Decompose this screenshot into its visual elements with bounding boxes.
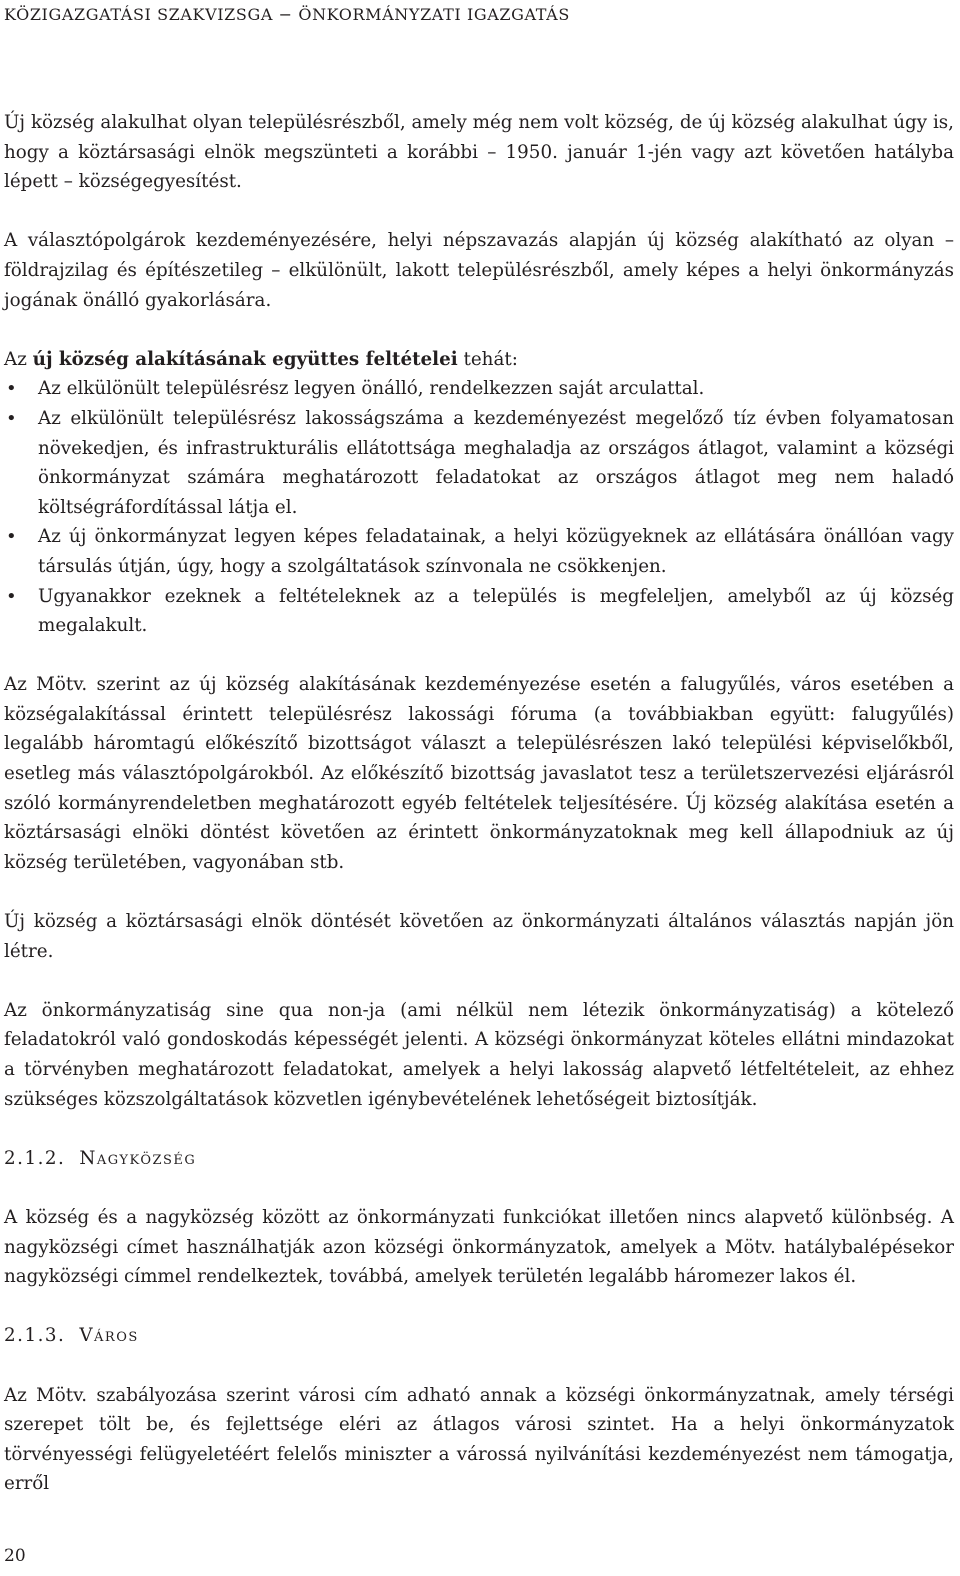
section-title: Nagyközség: [79, 1147, 197, 1169]
paragraph-motv-preparatory-committee: Az Mötv. szerint az új község alakításának kezdeményezése esetén a falugyűlés, város esetében a községalakítással érintett településrész lakossági fóruma (a továbbiakban együtt: falugyűlés) legalább háromtagú előkészítő bizottságot választ a településrészen lakó települési képviselőkből, esetleg más választópolgárokból. Az előkészítő bizottság javaslatot tesz a területszervezési eljárásról szóló kormányrendeletben meghatározott egyéb feltételek teljesítésére. Új község alakítása esetén a köztársasági elnöki döntést követően az érintett önkormányzatoknak meg kell állapodniuk az új község területében, vagyonában stb.: [4, 674, 954, 873]
section-title: Város: [79, 1325, 139, 1347]
bullet-icon: •: [6, 407, 17, 429]
section-heading-varos: [4, 1321, 954, 1351]
page-content: [4, 108, 954, 1499]
paragraph-varos: Az Mötv. szabályozása szerint városi cím adható annak a községi önkormányzatnak, amely térségi szerepet tölt be, és fejlettsége eléri az átlagos városi szintet. Ha a helyi önkormányzatok törvényességi felügyeletéért felelős miniszter a várossá nyilvánítási kezdeményezést nem támogatja, erről: [4, 1384, 954, 1495]
list-item: [4, 582, 954, 641]
list-item: [4, 374, 954, 404]
bullet-icon: •: [6, 378, 17, 400]
conditions-intro-bold: új község alakításának együttes feltételei: [32, 348, 458, 370]
list-item: [4, 522, 954, 581]
conditions-intro: [4, 345, 954, 375]
page-number: 20: [4, 1546, 26, 1566]
paragraph-voters-initiative: A választópolgárok kezdeményezésére, helyi népszavazás alapján új község alakítható az olyan – földrajzilag és építészetileg – elkülönült, lakott településrészből, amely képes a helyi önkormányzás jogának önálló gyakorlására.: [4, 230, 954, 311]
running-header: KÖZIGAZGATÁSI SZAKVIZSGA − ÖNKORMÁNYZATI IGAZGATÁS: [4, 5, 570, 24]
paragraph-sine-qua-non: Az önkormányzatiság sine qua non-ja (ami nélkül nem létezik önkormányzatiság) a kötelező feladatokról való gondoskodás képességét jelenti. A községi önkormányzat köteles ellátni mindazokat a törvényben meghatározott feladatokat, amelyek a helyi lakosság alapvető létfeltételeit, az ehhez szükséges közszolgáltatások közvetlen igénybevételének lehetőségeit biztosítják.: [4, 999, 954, 1110]
conditions-intro-before: Az: [4, 348, 33, 370]
conditions-list: [4, 374, 954, 640]
section-number: 2.1.3.: [4, 1325, 66, 1347]
list-item-text: Az elkülönült településrész lakosságszáma a kezdeményezést megelőző tíz évben folyamatosan növekedjen, és infrastrukturális ellátottsága meghaladja az országos átlagot, valamint a községi önkormányzat számára meghatározott feladatokat az országos átlagot meg nem haladó költségráfordítással látja el.: [38, 407, 954, 518]
bullet-icon: •: [6, 585, 17, 607]
section-number: 2.1.2.: [4, 1147, 66, 1169]
paragraph-village-created: Új község a köztársasági elnök döntését követően az önkormányzati általános választás napján jön létre.: [4, 911, 954, 962]
paragraph-nagykozseg: A község és a nagyközség között az önkormányzati funkciókat illetően nincs alapvető különbség. A nagyközségi címet használhatják azon községi önkormányzatok, amelyek a Mötv. hatálybalépésekor nagyközségi címmel rendelkeztek, továbbá, amelyek területén legalább háromezer lakos él.: [4, 1206, 954, 1288]
paragraph-new-village: Új község alakulhat olyan településrészből, amely még nem volt község, de új község alakulhat úgy is, hogy a köztársasági elnök megszünteti a korábbi – 1950. január 1-jén vagy azt követően hatályba lépett – községegyesítést.: [4, 112, 954, 193]
document-page: [4, 0, 954, 1576]
list-item-text: Ugyanakkor ezeknek a feltételeknek az a település is megfeleljen, amelyből az új község megalakult.: [38, 585, 954, 637]
list-item-text: Az új önkormányzat legyen képes feladatainak, a helyi közügyeknek az ellátására önállóan vagy társulás útján, úgy, hogy a szolgáltatások színvonala ne csökkenjen.: [38, 526, 954, 577]
section-heading-nagykozseg: [4, 1144, 954, 1174]
list-item: [4, 404, 954, 522]
list-item-text: Az elkülönült településrész legyen önálló, rendelkezzen saját arculattal.: [38, 378, 705, 400]
conditions-intro-after: tehát:: [457, 348, 518, 370]
bullet-icon: •: [6, 526, 17, 548]
